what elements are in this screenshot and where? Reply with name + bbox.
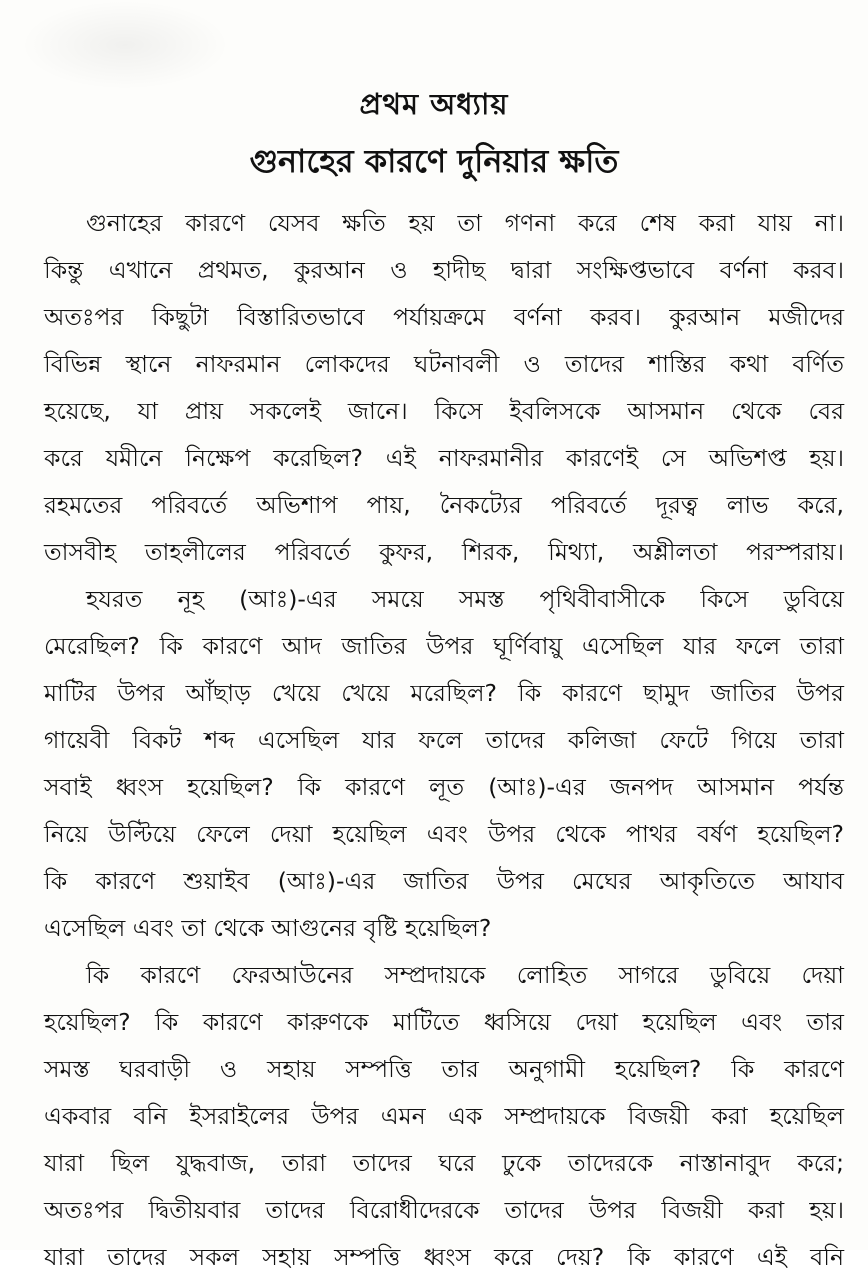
text-line: হয়েছিল? কি কারণে কারুণকে মাটিতে ধ্বসিয়ে দেয়া হয়েছিল এবং তার [44,1008,844,1036]
text-line: সমস্ত ঘরবাড়ী ও সহায় সম্পত্তি তার অনুগামী হয়েছিল? কি কারণে [44,1055,844,1083]
text-line: কি কারণে ফেরআউনের সম্প্রদায়কে লোহিত সাগরে ডুবিয়ে দেয়া [86,961,844,989]
text-line: তাসবীহ তাহলীলের পরিবর্তে কুফর, শিরক, মিথ্যা, অশ্লীলতা পরস্পরায়। [44,538,844,566]
text-line: মেরেছিল? কি কারণে আদ জাতির উপর ঘূর্ণিবায়ু এসেছিল যার ফলে তারা [44,632,844,660]
text-line: হয়েছে, যা প্রায় সকলেই জানে। কিসে ইবলিসকে আসমান থেকে বের [44,397,844,425]
chapter-title: গুনাহের কারণে দুনিয়ার ক্ষতি [249,142,619,180]
text-line: কিন্তু এখানে প্রথমত, কুরআন ও হাদীছ দ্বারা সংক্ষিপ্তভাবে বর্ণনা করব। [44,256,844,284]
text-line: গুনাহের কারণে যেসব ক্ষতি হয় তা গণনা করে শেষ করা যায় না। [86,209,844,237]
text-line: রহমতের পরিবর্তে অভিশাপ পায়, নৈকট্যের পরিবর্তে দূরত্ব লাভ করে, [44,491,844,519]
text-line: গায়েবী বিকট শব্দ এসেছিল যার ফলে তাদের কলিজা ফেটে গিয়ে তারা [44,726,844,754]
text-line: করে যমীনে নিক্ষেপ করেছিল? এই নাফরমানীর কারণেই সে অভিশপ্ত হয়। [44,444,844,472]
text-line: হযরত নূহ (আঃ)-এর সময়ে সমস্ত পৃথিবীবাসীকে কিসে ডুবিয়ে [86,585,844,613]
text-line: যারা ছিল যুদ্ধবাজ, তারা তাদের ঘরে ঢুকে তাদেরকে নাস্তানাবুদ করে; [44,1149,844,1177]
text-line: কি কারণে শুয়াইব (আঃ)-এর জাতির উপর মেঘের আকৃতিতে আযাব [44,867,844,895]
text-line: যারা তাদের সকল সহায় সম্পত্তি ধ্বংস করে দেয়? কি কারণে এই বনি [44,1243,844,1271]
text-line: সবাই ধ্বংস হয়েছিল? কি কারণে লূত (আঃ)-এর জনপদ আসমান পর্যন্ত [44,773,844,801]
text-line: বিভিন্ন স্থানে নাফরমান লোকদের ঘটনাবলী ও তাদের শাস্তির কথা বর্ণিত [44,350,844,378]
text-line: নিয়ে উল্টিয়ে ফেলে দেয়া হয়েছিল এবং উপর থেকে পাথর বর্ষণ হয়েছিল? [44,820,844,848]
text-line: অতঃপর কিছুটা বিস্তারিতভাবে পর্যায়ক্রমে বর্ণনা করব। কুরআন মজীদের [44,303,844,331]
text-line: এসেছিল এবং তা থেকে আগুনের বৃষ্টি হয়েছিল? [44,914,492,942]
text-line: অতঃপর দ্বিতীয়বার তাদের বিরোধীদেরকে তাদের উপর বিজয়ী করা হয়। [44,1196,844,1224]
chapter-label: প্রথম অধ্যায় [359,87,509,121]
text-line: একবার বনি ইসরাইলের উপর এমন এক সম্প্রদায়কে বিজয়ী করা হয়েছিল [44,1102,844,1130]
body-text [44,200,844,1281]
scan-smudge [20,0,230,90]
text-line: মাটির উপর আঁছাড় খেয়ে খেয়ে মরেছিল? কি কারণে ছামুদ জাতির উপর [44,679,844,707]
